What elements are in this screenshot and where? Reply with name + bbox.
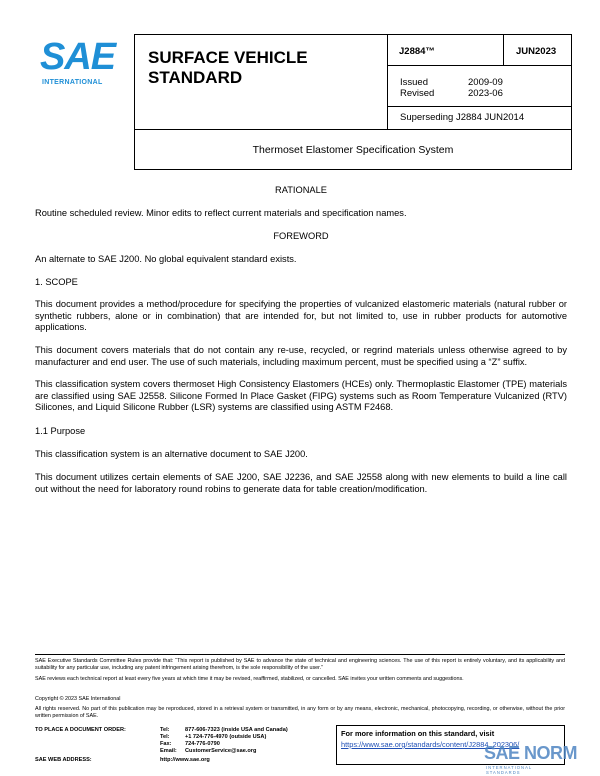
web-address-label: SAE WEB ADDRESS:: [35, 757, 92, 763]
divider: [388, 106, 572, 107]
email-label: Email:: [160, 748, 177, 754]
review-text: SAE reviews each technical report at least every five years at which time it may be revised, reaffirmed, stabilized, or cancelled. SAE invites your written comments and suggestions.: [35, 676, 464, 682]
tel2-label: Tel:: [160, 734, 170, 740]
revised-label: Revised: [400, 88, 435, 99]
scope-paragraph-1: This document provides a method/procedure for specifying the properties of vulcanized elastomeric materials (natural rubber or synthetic rubbers, alone or in combination) that are intended for, but not limited to, use in rubber products for automotive applications.: [35, 299, 567, 332]
fax-label: Fax:: [160, 741, 172, 747]
divider: [134, 129, 572, 130]
purpose-paragraph-1: This classification system is an alternative document to SAE J200.: [35, 449, 308, 459]
order-label: TO PLACE A DOCUMENT ORDER:: [35, 727, 126, 733]
scope-heading: 1. SCOPE: [35, 277, 78, 287]
rationale-text: Routine scheduled review. Minor edits to reflect current materials and specification names.: [35, 208, 407, 218]
document-type-title: [148, 48, 308, 88]
issued-value: 2009-09: [468, 77, 503, 88]
fax-value: 724-776-0790: [185, 741, 220, 747]
sae-logo: [38, 38, 120, 90]
rights-text: All rights reserved. No part of this publication may be reproduced, stored in a retrieval system or transmitted, in any form or by any means, electronic, mechanical, photocopying, recording, or otherwise, without the prior written permission of SAE.: [35, 706, 565, 719]
watermark-subtext: INTERNATIONAL STANDARDS: [486, 765, 533, 775]
document-number: J2884™: [399, 46, 435, 57]
sae-logo-subtext: INTERNATIONAL: [42, 79, 103, 86]
revised-value: 2023-06: [468, 88, 503, 99]
footer-divider: [35, 654, 565, 655]
tel2-value: +1 724-776-4970 (outside USA): [185, 734, 267, 740]
standard-url-link[interactable]: https://www.sae.org/standards/content/J2884_202306/: [341, 740, 520, 749]
sae-norm-watermark: [484, 743, 596, 773]
copyright-text: Copyright © 2023 SAE International: [35, 696, 121, 702]
more-info-title: For more information on this standard, visit: [341, 729, 495, 738]
foreword-heading: FOREWORD: [273, 231, 329, 241]
issued-label: Issued: [400, 77, 428, 88]
tel-label: Tel:: [160, 727, 170, 733]
web-address-link[interactable]: http://www.sae.org: [160, 757, 210, 763]
sae-logo-text: SAE: [40, 36, 116, 78]
purpose-heading: 1.1 Purpose: [35, 426, 86, 436]
purpose-paragraph-2: This document utilizes certain elements of SAE J200, SAE J2236, and SAE J2558 along with new elements to build a line call out without the need for laboratory round robins to generate data for table creation/modification.: [35, 472, 567, 494]
title-line-2: STANDARD: [148, 68, 243, 87]
tel-value: 877-606-7323 (inside USA and Canada): [185, 727, 288, 733]
rationale-heading: RATIONALE: [274, 185, 327, 195]
committee-rules-text: SAE Executive Standards Committee Rules provide that: “This report is published by SAE to advance the state of technical and engineering sciences. The use of this report is entirely voluntary, and its applicability and suitability for any particular use, including any patent infringement arising therefrom, is the sole responsibility of the user.”: [35, 658, 565, 671]
title-line-1: SURFACE VEHICLE: [148, 48, 308, 67]
superseding-note: Superseding J2884 JUN2014: [400, 112, 525, 123]
document-subtitle: Thermoset Elastomer Specification System: [252, 144, 454, 156]
foreword-text: An alternate to SAE J200. No global equivalent standard exists.: [35, 254, 297, 264]
scope-paragraph-3: This classification system covers thermoset High Consistency Elastomers (HCEs) only. Thermoplastic Elastomer (TPE) materials are classified using SAE J2558. Silicone Formed In Place Gasket (FIPG) systems such as Room Temperature Vulcanized (RTV) Silicones, and Liquid Silicone Rubber (LSR) systems are classified using ASTM F2468.: [35, 379, 567, 412]
scope-paragraph-2: This document covers materials that do not contain any re-use, recycled, or regrind materials unless otherwise agreed to by manufacturer and end user. The use of such materials, including maximum percent, must be specified using a “Z” suffix.: [35, 345, 567, 367]
email-link[interactable]: CustomerService@sae.org: [185, 748, 257, 754]
document-date: JUN2023: [516, 46, 557, 57]
watermark-text: SAE NORM: [484, 743, 578, 763]
